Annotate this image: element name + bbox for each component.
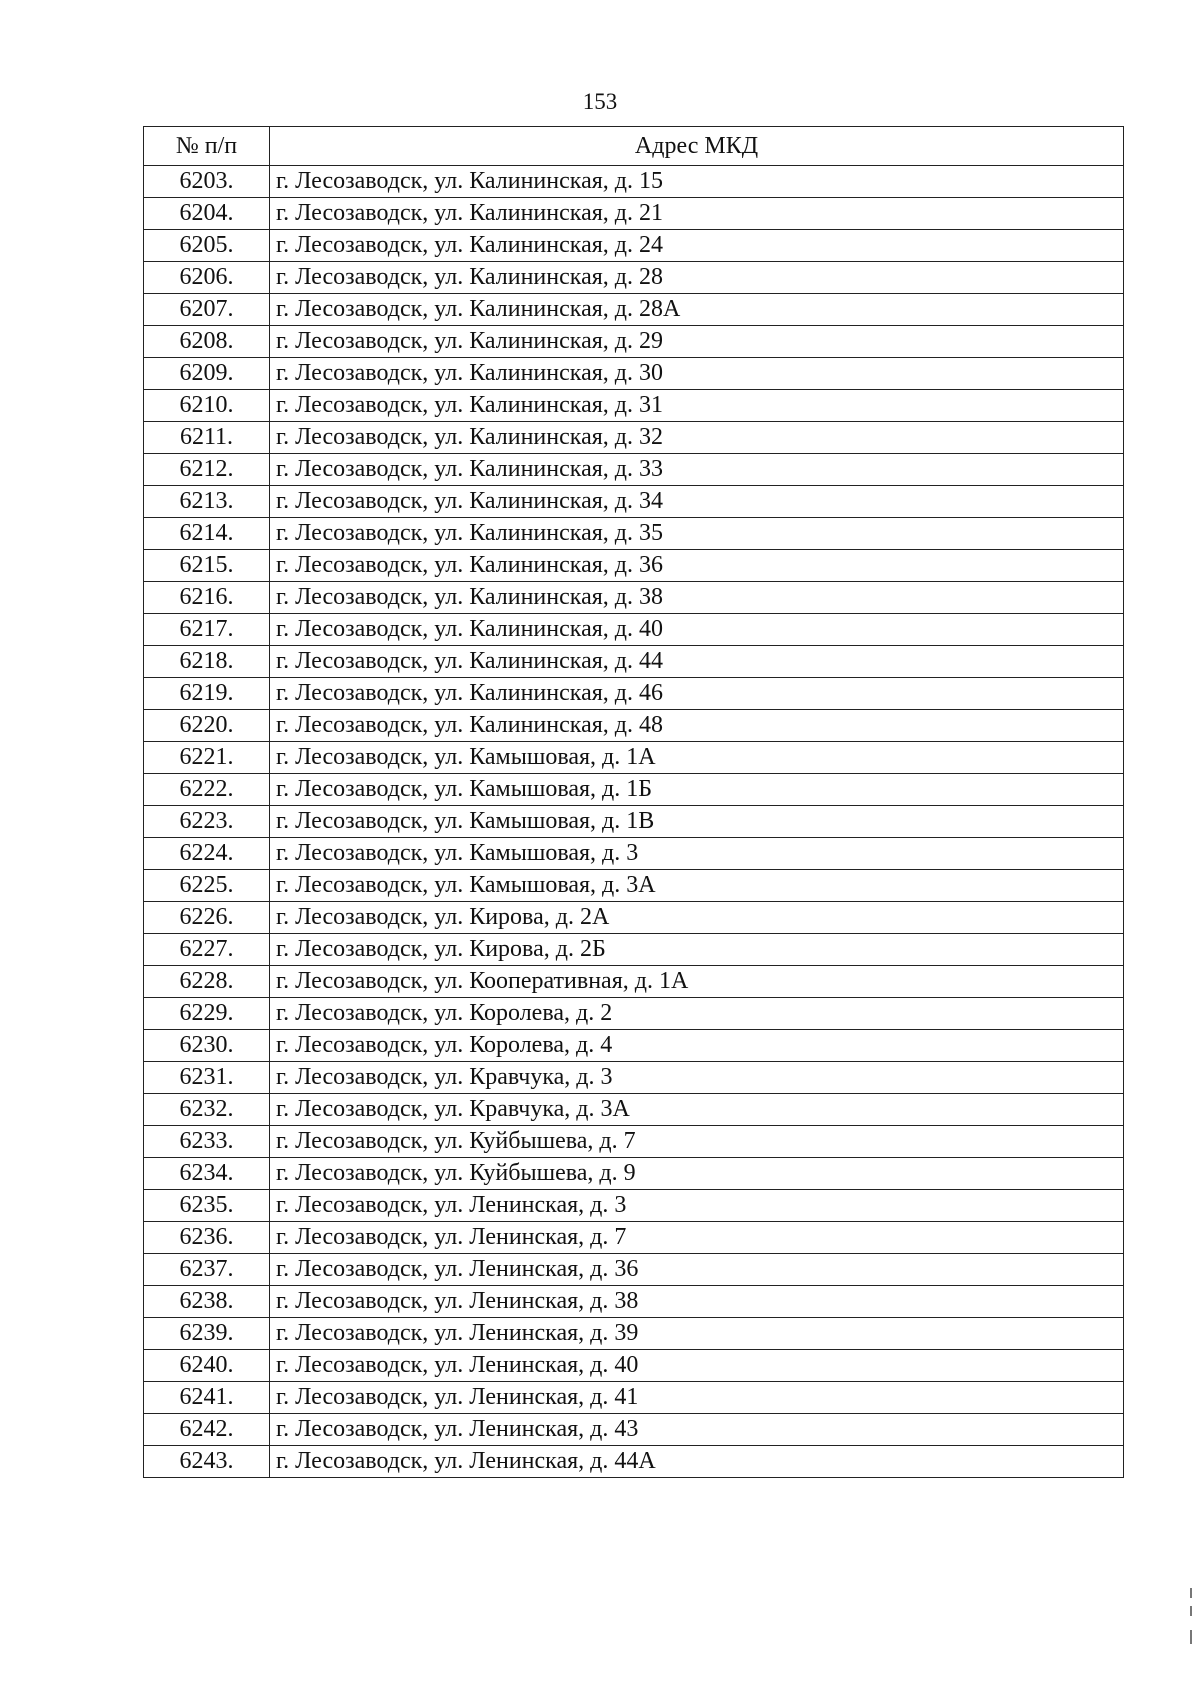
address-cell: г. Лесозаводск, ул. Калининская, д. 40 <box>270 614 1124 646</box>
address-cell: г. Лесозаводск, ул. Камышовая, д. 3 <box>270 838 1124 870</box>
address-cell: г. Лесозаводск, ул. Кирова, д. 2А <box>270 902 1124 934</box>
row-number-cell: 6213. <box>144 486 270 518</box>
row-number-cell: 6221. <box>144 742 270 774</box>
address-cell: г. Лесозаводск, ул. Калининская, д. 48 <box>270 710 1124 742</box>
table-row <box>144 1190 1124 1222</box>
address-cell: г. Лесозаводск, ул. Ленинская, д. 7 <box>270 1222 1124 1254</box>
table-row <box>144 1286 1124 1318</box>
address-cell: г. Лесозаводск, ул. Ленинская, д. 36 <box>270 1254 1124 1286</box>
address-cell: г. Лесозаводск, ул. Калининская, д. 35 <box>270 518 1124 550</box>
table-row <box>144 518 1124 550</box>
table-row <box>144 1126 1124 1158</box>
row-number-cell: 6212. <box>144 454 270 486</box>
table-row <box>144 742 1124 774</box>
scan-edge-mark <box>1190 1630 1192 1644</box>
table-row <box>144 390 1124 422</box>
address-cell: г. Лесозаводск, ул. Куйбышева, д. 9 <box>270 1158 1124 1190</box>
table-row <box>144 838 1124 870</box>
row-number-cell: 6226. <box>144 902 270 934</box>
address-cell: г. Лесозаводск, ул. Калининская, д. 38 <box>270 582 1124 614</box>
row-number-cell: 6215. <box>144 550 270 582</box>
row-number-cell: 6217. <box>144 614 270 646</box>
mkd-address-table <box>143 126 1124 1478</box>
table-row <box>144 1382 1124 1414</box>
address-cell: г. Лесозаводск, ул. Калининская, д. 30 <box>270 358 1124 390</box>
row-number-cell: 6231. <box>144 1062 270 1094</box>
address-cell: г. Лесозаводск, ул. Калининская, д. 15 <box>270 166 1124 198</box>
address-cell: г. Лесозаводск, ул. Камышовая, д. 1А <box>270 742 1124 774</box>
row-number-cell: 6238. <box>144 1286 270 1318</box>
table-row <box>144 934 1124 966</box>
address-cell: г. Лесозаводск, ул. Калининская, д. 33 <box>270 454 1124 486</box>
address-cell: г. Лесозаводск, ул. Калининская, д. 29 <box>270 326 1124 358</box>
table-row <box>144 550 1124 582</box>
row-number-cell: 6230. <box>144 1030 270 1062</box>
row-number-cell: 6211. <box>144 422 270 454</box>
table-row <box>144 198 1124 230</box>
table-row <box>144 646 1124 678</box>
address-cell: г. Лесозаводск, ул. Камышовая, д. 1Б <box>270 774 1124 806</box>
table-row <box>144 1350 1124 1382</box>
table-row <box>144 1446 1124 1478</box>
address-cell: г. Лесозаводск, ул. Калининская, д. 46 <box>270 678 1124 710</box>
row-number-cell: 6206. <box>144 262 270 294</box>
address-cell: г. Лесозаводск, ул. Камышовая, д. 3А <box>270 870 1124 902</box>
row-number-cell: 6225. <box>144 870 270 902</box>
table-row <box>144 358 1124 390</box>
table-row <box>144 262 1124 294</box>
table-body <box>144 166 1124 1478</box>
table-row <box>144 998 1124 1030</box>
row-number-cell: 6243. <box>144 1446 270 1478</box>
table-row <box>144 806 1124 838</box>
row-number-cell: 6227. <box>144 934 270 966</box>
row-number-cell: 6207. <box>144 294 270 326</box>
address-cell: г. Лесозаводск, ул. Ленинская, д. 44А <box>270 1446 1124 1478</box>
address-cell: г. Лесозаводск, ул. Калининская, д. 36 <box>270 550 1124 582</box>
row-number-cell: 6223. <box>144 806 270 838</box>
table-header <box>144 127 1124 166</box>
row-number-cell: 6214. <box>144 518 270 550</box>
row-number-cell: 6216. <box>144 582 270 614</box>
scan-edge-mark <box>1190 1606 1192 1616</box>
table-row <box>144 1222 1124 1254</box>
row-number-cell: 6242. <box>144 1414 270 1446</box>
address-cell: г. Лесозаводск, ул. Калининская, д. 24 <box>270 230 1124 262</box>
table-row <box>144 870 1124 902</box>
row-number-cell: 6239. <box>144 1318 270 1350</box>
column-header-address: Адрес МКД <box>270 127 1124 166</box>
table-row <box>144 454 1124 486</box>
row-number-cell: 6224. <box>144 838 270 870</box>
table-row <box>144 678 1124 710</box>
address-cell: г. Лесозаводск, ул. Ленинская, д. 40 <box>270 1350 1124 1382</box>
row-number-cell: 6228. <box>144 966 270 998</box>
address-cell: г. Лесозаводск, ул. Калининская, д. 34 <box>270 486 1124 518</box>
address-cell: г. Лесозаводск, ул. Калининская, д. 32 <box>270 422 1124 454</box>
address-cell: г. Лесозаводск, ул. Королева, д. 2 <box>270 998 1124 1030</box>
address-cell: г. Лесозаводск, ул. Калининская, д. 44 <box>270 646 1124 678</box>
row-number-cell: 6204. <box>144 198 270 230</box>
row-number-cell: 6203. <box>144 166 270 198</box>
address-cell: г. Лесозаводск, ул. Калининская, д. 28 <box>270 262 1124 294</box>
table-row <box>144 614 1124 646</box>
row-number-cell: 6205. <box>144 230 270 262</box>
address-cell: г. Лесозаводск, ул. Камышовая, д. 1В <box>270 806 1124 838</box>
column-header-number: № п/п <box>144 127 270 166</box>
table-row <box>144 1030 1124 1062</box>
address-cell: г. Лесозаводск, ул. Кооперативная, д. 1А <box>270 966 1124 998</box>
table-row <box>144 1062 1124 1094</box>
row-number-cell: 6234. <box>144 1158 270 1190</box>
table-row <box>144 166 1124 198</box>
address-cell: г. Лесозаводск, ул. Кравчука, д. 3А <box>270 1094 1124 1126</box>
address-cell: г. Лесозаводск, ул. Ленинская, д. 41 <box>270 1382 1124 1414</box>
header-row <box>144 127 1124 166</box>
row-number-cell: 6210. <box>144 390 270 422</box>
table-row <box>144 774 1124 806</box>
row-number-cell: 6218. <box>144 646 270 678</box>
row-number-cell: 6236. <box>144 1222 270 1254</box>
table-row <box>144 326 1124 358</box>
address-cell: г. Лесозаводск, ул. Ленинская, д. 43 <box>270 1414 1124 1446</box>
table-row <box>144 710 1124 742</box>
table-row <box>144 1094 1124 1126</box>
row-number-cell: 6220. <box>144 710 270 742</box>
address-cell: г. Лесозаводск, ул. Ленинская, д. 38 <box>270 1286 1124 1318</box>
table-row <box>144 902 1124 934</box>
table-row <box>144 1414 1124 1446</box>
table-row <box>144 1158 1124 1190</box>
row-number-cell: 6208. <box>144 326 270 358</box>
row-number-cell: 6241. <box>144 1382 270 1414</box>
row-number-cell: 6219. <box>144 678 270 710</box>
scan-edge-mark <box>1190 1588 1192 1598</box>
address-cell: г. Лесозаводск, ул. Калининская, д. 28А <box>270 294 1124 326</box>
row-number-cell: 6235. <box>144 1190 270 1222</box>
address-cell: г. Лесозаводск, ул. Ленинская, д. 39 <box>270 1318 1124 1350</box>
table-row <box>144 966 1124 998</box>
address-cell: г. Лесозаводск, ул. Калининская, д. 21 <box>270 198 1124 230</box>
address-cell: г. Лесозаводск, ул. Куйбышева, д. 7 <box>270 1126 1124 1158</box>
table-row <box>144 1318 1124 1350</box>
row-number-cell: 6233. <box>144 1126 270 1158</box>
address-cell: г. Лесозаводск, ул. Кирова, д. 2Б <box>270 934 1124 966</box>
row-number-cell: 6209. <box>144 358 270 390</box>
row-number-cell: 6222. <box>144 774 270 806</box>
table-row <box>144 486 1124 518</box>
row-number-cell: 6237. <box>144 1254 270 1286</box>
address-cell: г. Лесозаводск, ул. Ленинская, д. 3 <box>270 1190 1124 1222</box>
row-number-cell: 6240. <box>144 1350 270 1382</box>
page-number: 153 <box>582 89 618 114</box>
address-cell: г. Лесозаводск, ул. Кравчука, д. 3 <box>270 1062 1124 1094</box>
table-row <box>144 582 1124 614</box>
row-number-cell: 6232. <box>144 1094 270 1126</box>
address-cell: г. Лесозаводск, ул. Королева, д. 4 <box>270 1030 1124 1062</box>
table-row <box>144 230 1124 262</box>
table-row <box>144 294 1124 326</box>
address-cell: г. Лесозаводск, ул. Калининская, д. 31 <box>270 390 1124 422</box>
row-number-cell: 6229. <box>144 998 270 1030</box>
table-row <box>144 1254 1124 1286</box>
table-row <box>144 422 1124 454</box>
